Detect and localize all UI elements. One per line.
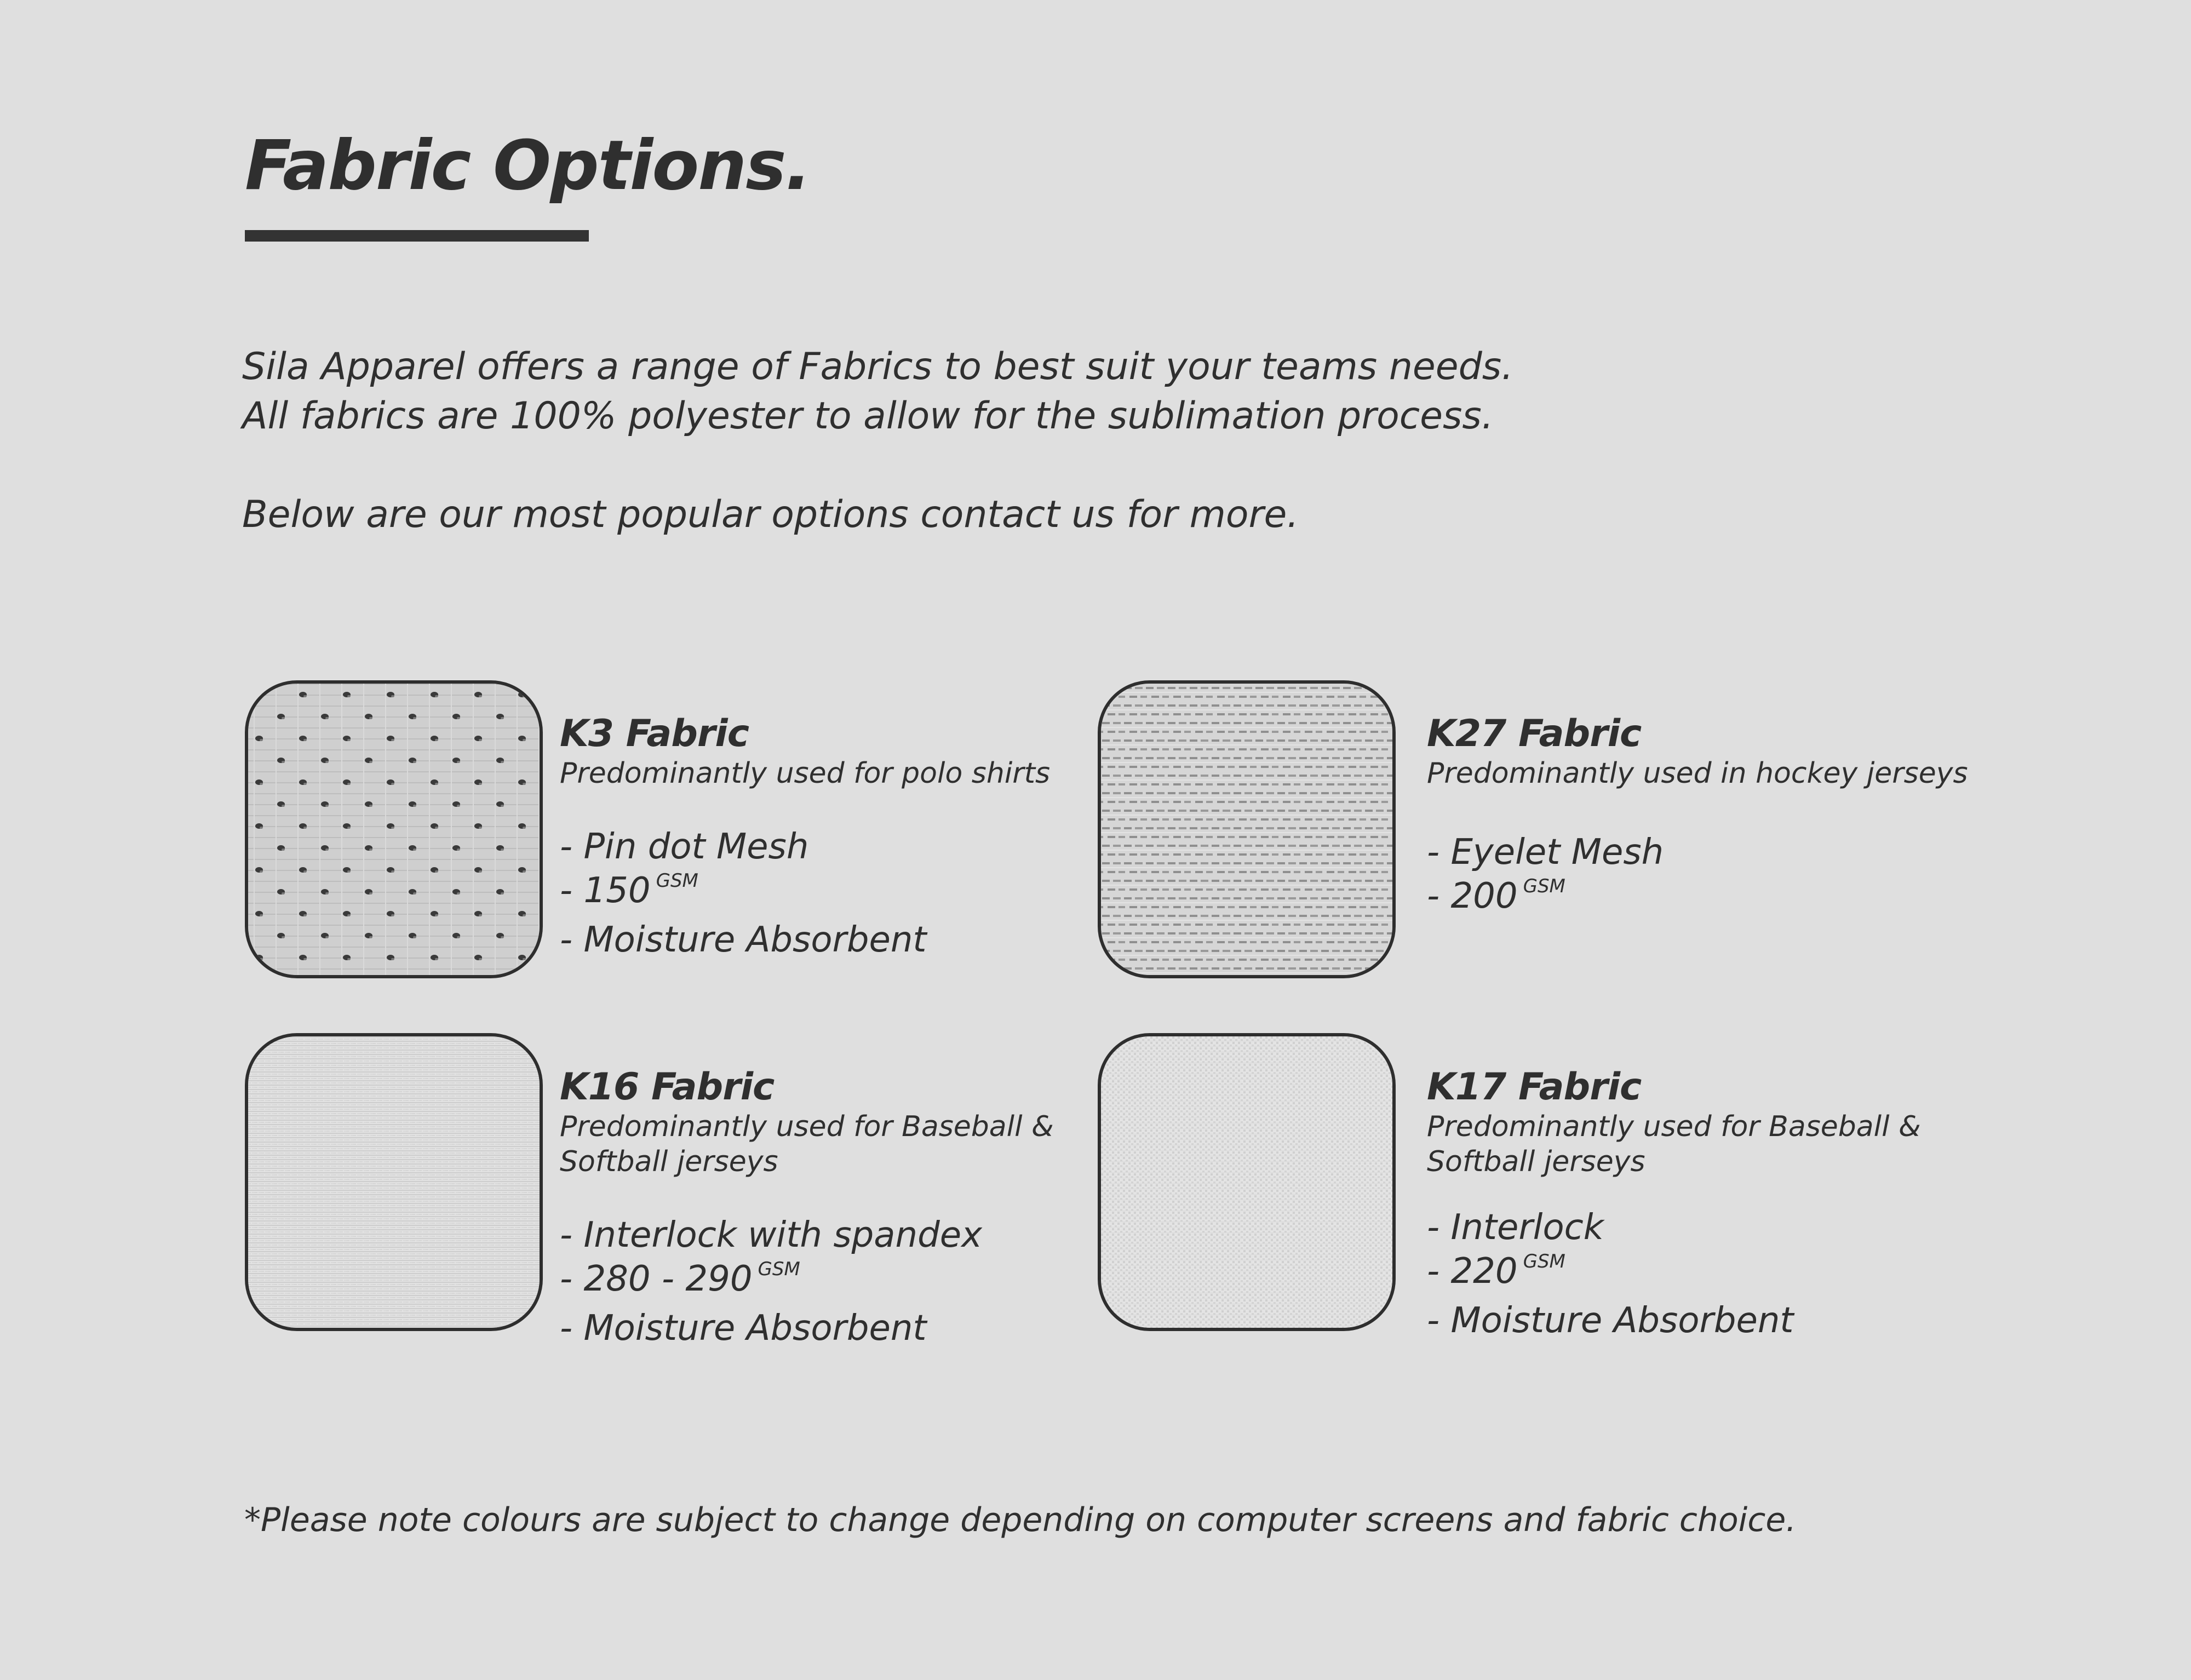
title-underline xyxy=(245,230,589,242)
fabric-spec: - Interlock with spandex xyxy=(560,1215,982,1255)
fabric-spec-weight: - 200 $^{GSM}$ xyxy=(1427,875,1565,916)
fabric-spec: - Eyelet Mesh xyxy=(1427,832,1664,873)
fabric-usage: Softball jerseys xyxy=(1427,1145,1645,1178)
intro-line: Sila Apparel offers a range of Fabrics to best suit your teams needs. xyxy=(242,345,1513,388)
gsm-unit: GSM xyxy=(1523,1251,1565,1272)
fabric-spec: - Moisture Absorbent xyxy=(560,1308,927,1349)
intro-line: All fabrics are 100% polyester to allow for the sublimation process. xyxy=(242,394,1494,438)
gsm-unit: GSM xyxy=(656,870,698,892)
fabric-specs xyxy=(560,1213,1054,1350)
fabric-usage: Predominantly used for Baseball & xyxy=(560,1110,1054,1143)
fabric-spec-weight: - 280 - 290 $^{GSM}$ xyxy=(560,1258,800,1299)
fabric-spec: - Pin dot Mesh xyxy=(560,827,809,867)
footnote: *Please note colours are subject to change depending on computer screens and fabric choice. xyxy=(244,1501,1797,1539)
k17-fabric-details xyxy=(1427,1065,1921,1343)
intro-text xyxy=(242,342,1513,540)
k3-fabric-swatch xyxy=(245,680,543,978)
k27-fabric-swatch xyxy=(1098,680,1396,978)
fabric-name: K16 Fabric xyxy=(560,1065,775,1109)
fabric-spec: - Moisture Absorbent xyxy=(560,920,927,960)
fabric-usage: Predominantly used for Baseball & xyxy=(1427,1110,1921,1143)
fabric-usage: Softball jerseys xyxy=(560,1145,778,1178)
fabric-spec: - Moisture Absorbent xyxy=(1427,1300,1794,1341)
fabric-name: K3 Fabric xyxy=(560,712,749,755)
gsm-unit: GSM xyxy=(758,1258,800,1280)
k16-fabric-details xyxy=(560,1065,1054,1350)
fabric-spec: - Interlock xyxy=(1427,1207,1604,1248)
fabric-name: K17 Fabric xyxy=(1427,1065,1642,1109)
k3-fabric-details xyxy=(560,712,1050,962)
gsm-unit: GSM xyxy=(1523,875,1565,897)
k27-fabric-details xyxy=(1427,712,1968,924)
k16-fabric-swatch xyxy=(245,1033,543,1331)
fabric-specs xyxy=(560,825,1050,962)
fabric-specs xyxy=(1427,1206,1921,1343)
intro-line: Below are our most popular options contact us for more. xyxy=(242,493,1299,536)
fabric-spec-weight: - 220 $^{GSM}$ xyxy=(1427,1251,1565,1292)
fabric-usage: Predominantly used in hockey jerseys xyxy=(1427,757,1968,790)
fabric-specs xyxy=(1427,830,1968,924)
fabric-usage: Predominantly used for polo shirts xyxy=(560,757,1051,790)
fabric-name: K27 Fabric xyxy=(1427,712,1642,755)
k17-fabric-swatch xyxy=(1098,1033,1396,1331)
page-title: Fabric Options. xyxy=(245,126,811,205)
fabric-spec-weight: - 150 $^{GSM}$ xyxy=(560,870,698,911)
